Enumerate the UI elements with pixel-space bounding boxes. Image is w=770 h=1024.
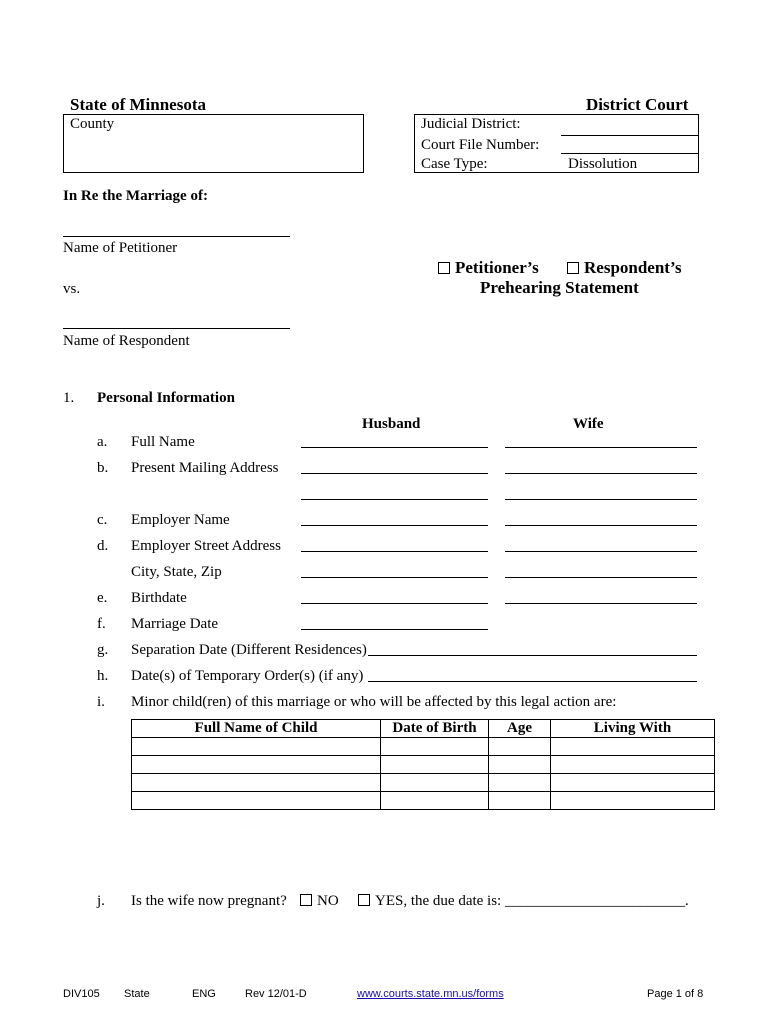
in-re-heading: In Re the Marriage of: — [63, 188, 208, 204]
respondent-label: Name of Respondent — [63, 333, 190, 349]
item-letter: a. — [97, 434, 108, 450]
husband-employer-name-field[interactable] — [301, 525, 488, 526]
husband-column-header: Husband — [362, 416, 421, 432]
column-header: Full Name of Child — [132, 720, 381, 738]
temporary-orders-label: Date(s) of Temporary Order(s) (if any) — [131, 668, 364, 684]
table-row — [132, 738, 715, 756]
full-name-label: Full Name — [131, 434, 195, 450]
table-row — [132, 756, 715, 774]
footer-jurisdiction: State — [124, 988, 150, 1000]
column-header: Living With — [551, 720, 715, 738]
child-birth-cell[interactable] — [381, 792, 489, 810]
child-age-cell[interactable] — [489, 756, 551, 774]
wife-mailing-address-field[interactable] — [505, 473, 697, 474]
footer-language: ENG — [192, 988, 216, 1000]
court-file-number-label: Court File Number: — [421, 137, 540, 153]
footer-forms-link-wrapper — [357, 988, 504, 1000]
wife-employer-street-field[interactable] — [505, 551, 697, 552]
table-row — [132, 774, 715, 792]
petitioners-option-label: Petitioner’s — [455, 258, 539, 277]
column-header: Age — [489, 720, 551, 738]
wife-birthdate-field[interactable] — [505, 603, 697, 604]
county-label: County — [70, 116, 115, 132]
court-file-number-field[interactable] — [561, 153, 698, 154]
case-info-box — [414, 114, 699, 173]
husband-full-name-field[interactable] — [301, 447, 488, 448]
separation-date-field[interactable] — [368, 655, 697, 656]
petitioner-name-field[interactable] — [63, 236, 290, 237]
child-living-with-cell[interactable] — [551, 774, 715, 792]
wife-city-state-zip-field[interactable] — [505, 577, 697, 578]
birthdate-label: Birthdate — [131, 590, 187, 606]
pregnant-no-option[interactable] — [300, 893, 339, 910]
pregnant-no-label: NO — [317, 893, 339, 909]
pregnant-yes-option[interactable] — [358, 893, 689, 910]
husband-birthdate-field[interactable] — [301, 603, 488, 604]
respondent-name-field[interactable] — [63, 328, 290, 329]
husband-city-state-zip-field[interactable] — [301, 577, 488, 578]
wife-column-header: Wife — [573, 416, 604, 432]
pregnant-yes-label: YES, the due date is: ________________________. — [375, 893, 689, 909]
city-state-zip-label: City, State, Zip — [131, 564, 222, 580]
item-letter: c. — [97, 512, 108, 528]
item-letter: d. — [97, 538, 109, 554]
case-type-value: Dissolution — [568, 156, 638, 172]
child-living-with-cell[interactable] — [551, 792, 715, 810]
judicial-district-field[interactable] — [561, 135, 698, 136]
item-letter: j. — [97, 893, 105, 909]
child-birth-cell[interactable] — [381, 774, 489, 792]
footer-page-number: Page 1 of 8 — [647, 988, 704, 1000]
employer-street-label: Employer Street Address — [131, 538, 281, 554]
mailing-address-label: Present Mailing Address — [131, 460, 279, 476]
section-title: Personal Information — [97, 390, 235, 406]
footer-revision: Rev 12/01-D — [245, 988, 307, 1000]
child-name-cell[interactable] — [132, 738, 381, 756]
county-box[interactable] — [63, 114, 364, 173]
wife-employer-name-field[interactable] — [505, 525, 697, 526]
forms-link[interactable]: www.courts.state.mn.us/forms — [357, 988, 504, 1000]
petitioners-option[interactable] — [438, 258, 539, 278]
respondents-checkbox[interactable] — [567, 262, 579, 274]
temporary-orders-field[interactable] — [368, 681, 697, 682]
employer-name-label: Employer Name — [131, 512, 230, 528]
children-table — [131, 719, 715, 810]
child-birth-cell[interactable] — [381, 738, 489, 756]
respondents-option-label: Respondent’s — [584, 258, 682, 277]
item-letter: i. — [97, 694, 105, 710]
minor-children-label: Minor child(ren) of this marriage or who will be affected by this legal action are: — [131, 694, 617, 710]
pregnant-no-checkbox[interactable] — [300, 894, 312, 906]
vs-label: vs. — [63, 281, 81, 297]
child-name-cell[interactable] — [132, 774, 381, 792]
child-age-cell[interactable] — [489, 738, 551, 756]
child-birth-cell[interactable] — [381, 756, 489, 774]
respondents-option[interactable] — [567, 258, 682, 278]
table-row — [132, 792, 715, 810]
husband-employer-street-field[interactable] — [301, 551, 488, 552]
husband-mailing-address-field[interactable] — [301, 473, 488, 474]
child-name-cell[interactable] — [132, 756, 381, 774]
judicial-district-label: Judicial District: — [421, 116, 521, 132]
item-letter: h. — [97, 668, 109, 684]
child-age-cell[interactable] — [489, 774, 551, 792]
pregnant-yes-checkbox[interactable] — [358, 894, 370, 906]
item-letter: e. — [97, 590, 108, 606]
husband-mailing-address-field-2[interactable] — [301, 499, 488, 500]
pregnant-question: Is the wife now pregnant? — [131, 893, 287, 909]
child-living-with-cell[interactable] — [551, 756, 715, 774]
child-age-cell[interactable] — [489, 792, 551, 810]
marriage-date-label: Marriage Date — [131, 616, 219, 632]
wife-full-name-field[interactable] — [505, 447, 697, 448]
case-type-label: Case Type: — [421, 156, 488, 172]
item-letter: f. — [97, 616, 106, 632]
court-title: District Court — [586, 95, 689, 114]
child-name-cell[interactable] — [132, 792, 381, 810]
child-living-with-cell[interactable] — [551, 738, 715, 756]
separation-date-label: Separation Date (Different Residences) — [131, 642, 367, 658]
wife-mailing-address-field-2[interactable] — [505, 499, 697, 500]
petitioner-label: Name of Petitioner — [63, 240, 178, 256]
marriage-date-field[interactable] — [301, 629, 488, 630]
children-table-header — [132, 720, 715, 738]
item-letter: b. — [97, 460, 109, 476]
statement-title: Prehearing Statement — [480, 278, 639, 297]
footer-form-id: DIV105 — [63, 988, 100, 1000]
petitioners-checkbox[interactable] — [438, 262, 450, 274]
section-number: 1. — [63, 390, 75, 406]
column-header: Date of Birth — [381, 720, 489, 738]
state-title: State of Minnesota — [70, 95, 206, 114]
item-letter: g. — [97, 642, 109, 658]
